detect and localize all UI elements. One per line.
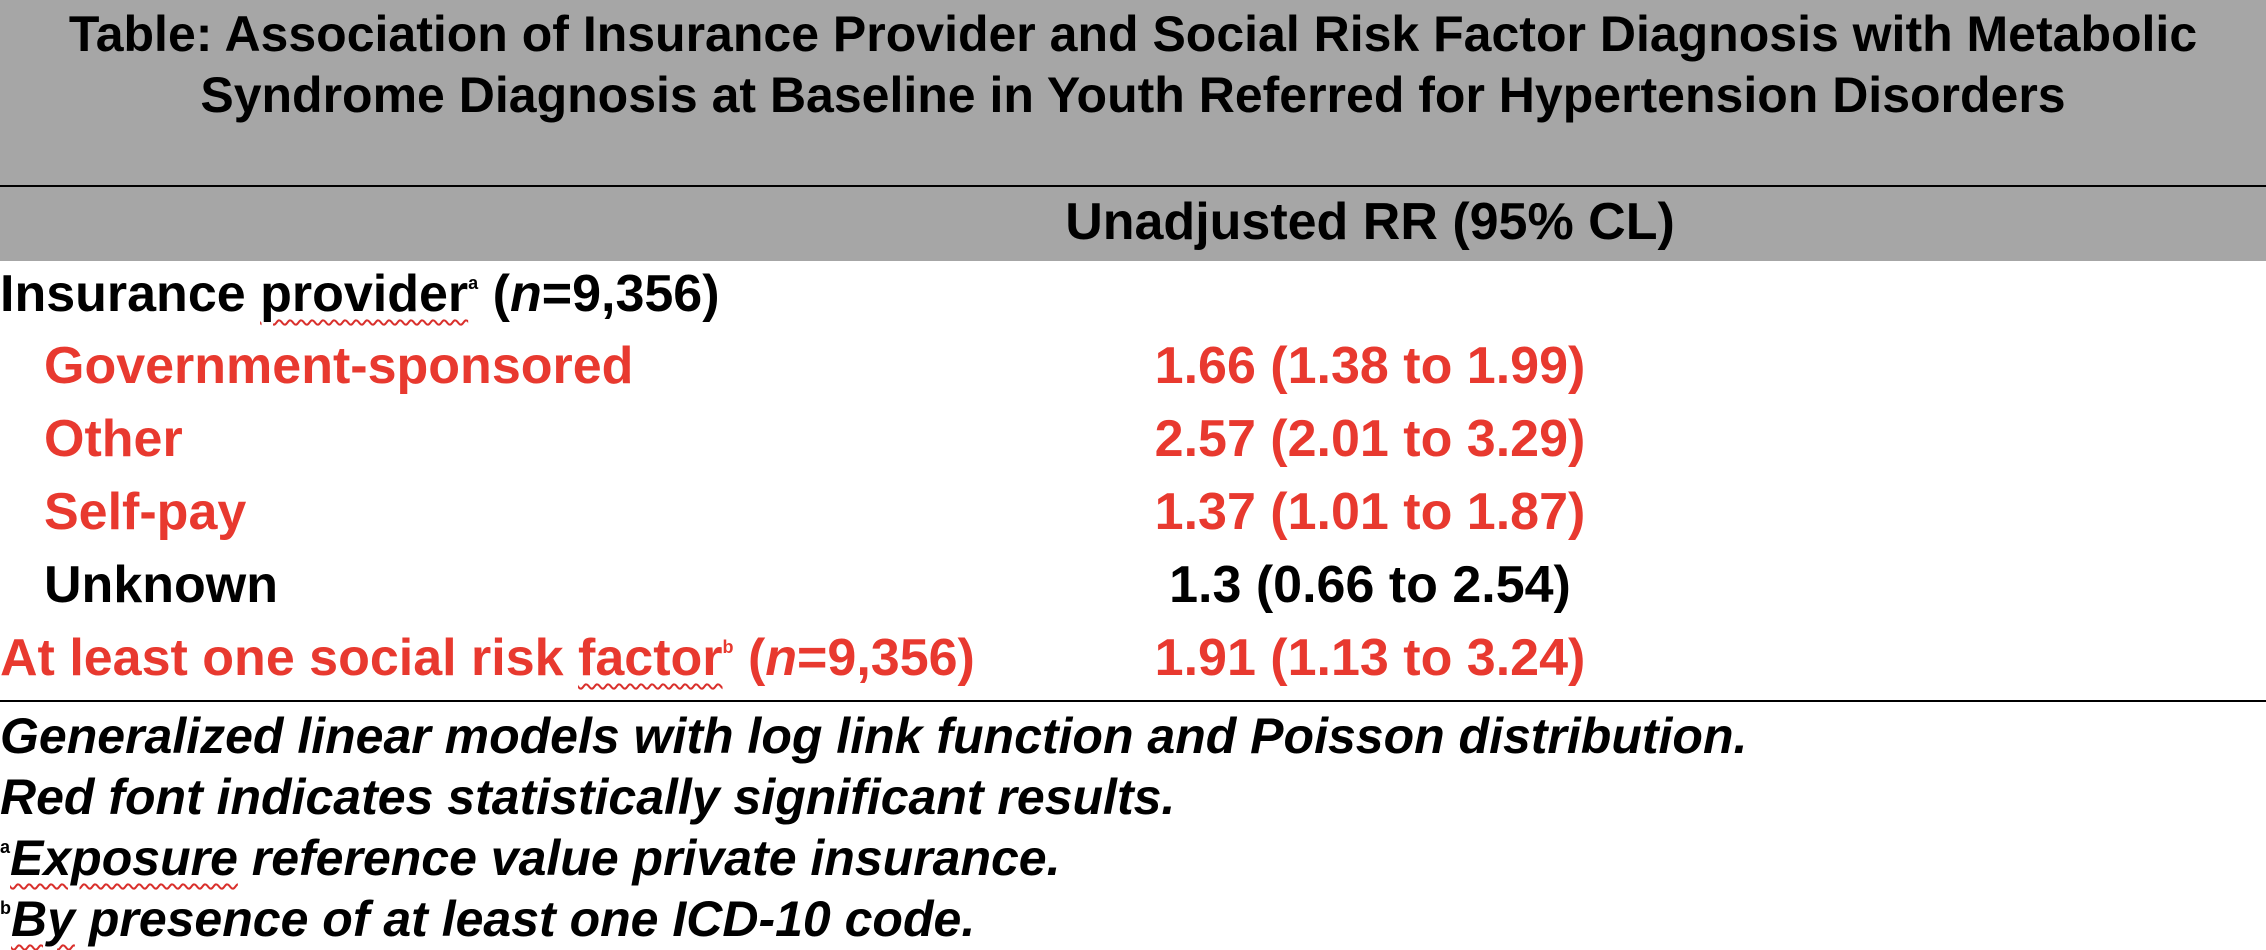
column-header-band (0, 187, 2266, 261)
spellcheck-word: factor (578, 629, 723, 687)
section-insurance-label: Insurance provider$^a$ (n=9,356) (0, 265, 720, 323)
row-value-social-risk-factor: 1.91 (1.13 to 3.24) (1154, 629, 1586, 687)
table-row (0, 476, 2266, 548)
row-value-self-pay: 1.37 (1.01 to 1.87) (1154, 483, 1586, 541)
footnote-marker-b: b (722, 637, 734, 657)
table-row (0, 330, 2266, 402)
row-label-other: Other (44, 410, 183, 468)
n-symbol: n (509, 265, 542, 323)
column-header-unadjusted-rr: Unadjusted RR (95% CL) (1065, 193, 1675, 251)
row-label-unknown: Unknown (44, 556, 278, 614)
spellcheck-word: By (11, 891, 75, 947)
footnote-marker-a: a (0, 837, 11, 857)
footnote-a: $^a$Exposure reference value private insurance. (0, 830, 1061, 886)
row-label-social-risk-factor: At least one social risk factor$^b$ (n=9,356) (0, 629, 975, 687)
spellcheck-word: Exposure (10, 830, 238, 886)
row-label-self-pay: Self-pay (44, 483, 247, 541)
row-label-government-sponsored: Government-sponsored (44, 337, 634, 395)
row-value-other: 2.57 (2.01 to 3.29) (1154, 410, 1586, 468)
table-row (0, 403, 2266, 475)
table-row (0, 549, 2266, 621)
footnote-red-font: Red font indicates statistically significant results. (0, 769, 1176, 825)
title-band (0, 0, 2266, 185)
n-symbol: n (765, 629, 798, 687)
row-value-government-sponsored: 1.66 (1.38 to 1.99) (1154, 337, 1586, 395)
footnote-method: Generalized linear models with log link function and Poisson distribution. (0, 708, 1748, 764)
footnote-marker-b: b (0, 898, 11, 918)
footnote-marker-a: a (468, 273, 479, 293)
table-title: Table: Association of Insurance Provider and Social Risk Factor Diagnosis with Metabolic Syndrome Diagnosis at Baseline in Youth Referred for Hypertension Disorders (68, 6, 2198, 123)
footnote-b: $^b$By presence of at least one ICD-10 code. (0, 891, 976, 947)
row-value-unknown: 1.3 (0.66 to 2.54) (1169, 556, 1571, 614)
spellcheck-word: provider (260, 265, 469, 323)
footer-divider (0, 700, 2266, 702)
section-insurance-provider (0, 258, 2266, 330)
row-social-risk-factor (0, 622, 2266, 694)
